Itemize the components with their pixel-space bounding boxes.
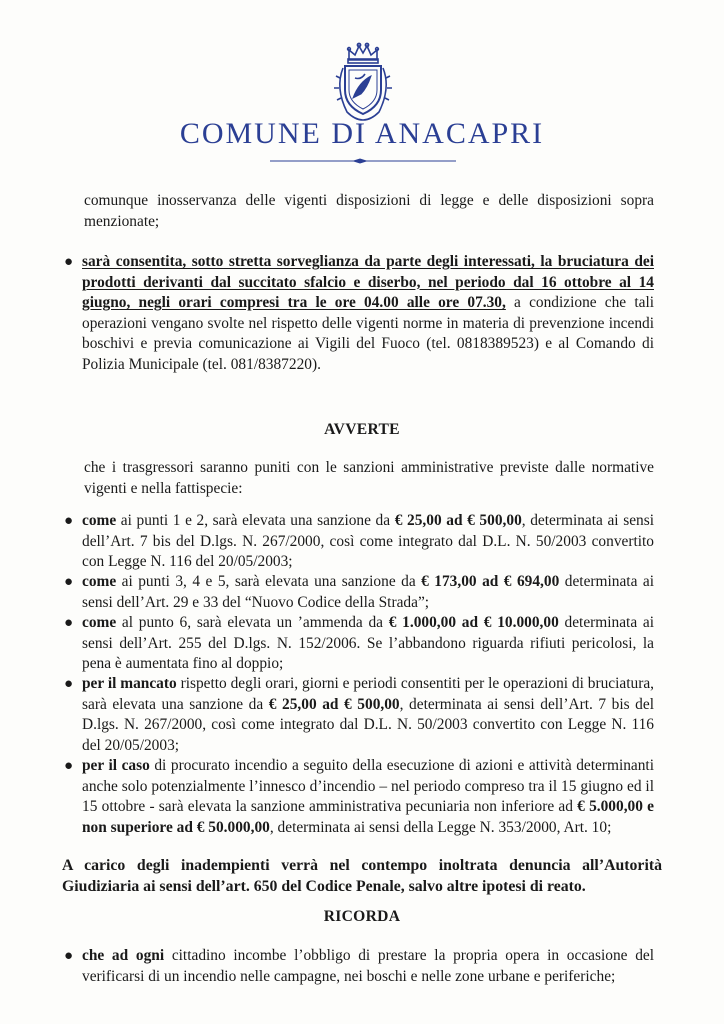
sanction-item-4 (64, 674, 655, 756)
burning-bold-text: sarà consentita, sotto stretta sorveglianza da parte degli interessati, la bruciatura dei prodotti derivanti dal succitato sfalcio e diserbo, nel periodo dal 16 ottobre al 14 giugno, negli orari compresi tra le ore 04.00 alle ore 07.30, (82, 253, 654, 311)
sanction-lead: come (82, 614, 117, 631)
header-divider (270, 158, 456, 164)
sanction-lead: per il caso (82, 757, 150, 774)
sanction-lead: come (82, 573, 117, 590)
denuncia-paragraph: A carico degli inadempienti verrà nel contempo inoltrata denuncia all’Autorità Giudiziaria ai sensi dell’art. 650 del Codice Penale, salvo altre ipotesi di reato. (62, 857, 662, 895)
sanction-text: , determinata ai sensi dell’Art. 7 bis del D.lgs. N. 267/2000, così come integrato dal D.L. N. 50/2003 convertito con Legge N. 116 del 20/05/2003; (82, 512, 654, 570)
sanction-amount: € 25,00 ad € 500,00 (268, 695, 400, 713)
coat-of-arms-icon (331, 38, 395, 124)
ricorda-lead: che ad ogni (82, 947, 165, 964)
sanction-text: rispetto degli orari, giorni e periodi consentiti per le operazioni di bruciatura, sarà elevata una sanzione da (82, 675, 655, 713)
bullet-icon: ● (64, 948, 74, 964)
avverte-intro-text: che i trasgressori saranno puniti con le sanzioni amministrative previste dalle normative vigenti e nella fattispecie: (84, 459, 654, 497)
sanction-text: determinata ai sensi dell’Art. 255 del D.lgs. N. 152/2006. Se l’abbandono riguarda rifiuti pericolosi, la pena è aumentata fino al doppio; (82, 614, 655, 672)
sanction-amount: € 1.000,00 ad € 10.000,00 (388, 614, 559, 631)
sanction-text: ai punti 3, 4 e 5, sarà elevata una sanzione da (116, 573, 422, 590)
intro-text: comunque inosservanza delle vigenti disposizioni di legge e delle disposizioni sopra menzionate; (84, 192, 654, 230)
sanction-text: al punto 6, sarà elevata un ’ammenda da (116, 614, 389, 631)
sanction-lead: come (82, 512, 117, 529)
sanction-amount: € 173,00 ad € 694,00 (421, 573, 560, 590)
sanction-item-3 (64, 613, 655, 675)
bullet-icon: ● (64, 758, 74, 774)
municipality-title: COMUNE DI ANACAPRI (179, 117, 545, 150)
bullet-burning (64, 252, 654, 375)
heading-avverte: AVVERTE (324, 421, 400, 438)
ricorda-text: cittadino incombe l’obbligo di prestare la propria opera in occasione del verificarsi di un incendio nelle campagne, nei boschi e nelle zone urbane e periferiche; (82, 947, 654, 985)
sanction-item-1 (64, 511, 654, 573)
bullet-icon: ● (64, 615, 74, 631)
burning-rest-text: a condizione che tali operazioni vengano svolte nel rispetto delle vigenti norme in materia di prevenzione incendi boschivi e previa comunicazione ai Vigili del Fuoco (tel. 0818389523) e al Comando di Polizia Municipale (tel. 081/8387220). (82, 294, 654, 373)
sanction-text: , determinata ai sensi della Legge N. 353/2000, Art. 10; (269, 818, 612, 836)
ricorda-item (64, 946, 654, 987)
bullet-icon: ● (64, 676, 74, 692)
sanction-text: di procurato incendio a seguito della esecuzione di azioni e attività determinanti anche solo potenzialmente l’innesco d’incendio – nel periodo compreso tra il 15 giugno ed il 15 ottobre - sarà elevata la sanzione amministrativa pecuniaria non inferiore ad (82, 757, 654, 815)
heading-ricorda: RICORDA (323, 908, 401, 925)
intro-paragraph (84, 191, 654, 232)
sanction-amount: € 5.000,00 e non superiore ad € 50.000,00 (82, 798, 654, 836)
sanction-text: determinata ai sensi dell’Art. 29 e 33 del “Nuovo Codice della Strada”; (82, 573, 654, 611)
sanction-item-2 (64, 572, 654, 613)
sanction-item-5 (64, 756, 654, 838)
bullet-icon: ● (64, 254, 74, 270)
bullet-icon: ● (64, 513, 74, 529)
sanction-amount: € 25,00 ad € 500,00 (394, 512, 522, 529)
avverte-intro (84, 458, 654, 499)
bullet-icon: ● (64, 574, 74, 590)
sanction-text: , determinata ai sensi dell’Art. 7 bis del D.lgs. N. 267/2000, così come integrato dal D.L. N. 50/2003 convertito con Legge N. 116 del 20/05/2003; (82, 695, 654, 754)
sanction-lead: per il mancato (82, 675, 177, 692)
sanction-text: ai punti 1 e 2, sarà elevata una sanzione da (116, 512, 395, 529)
